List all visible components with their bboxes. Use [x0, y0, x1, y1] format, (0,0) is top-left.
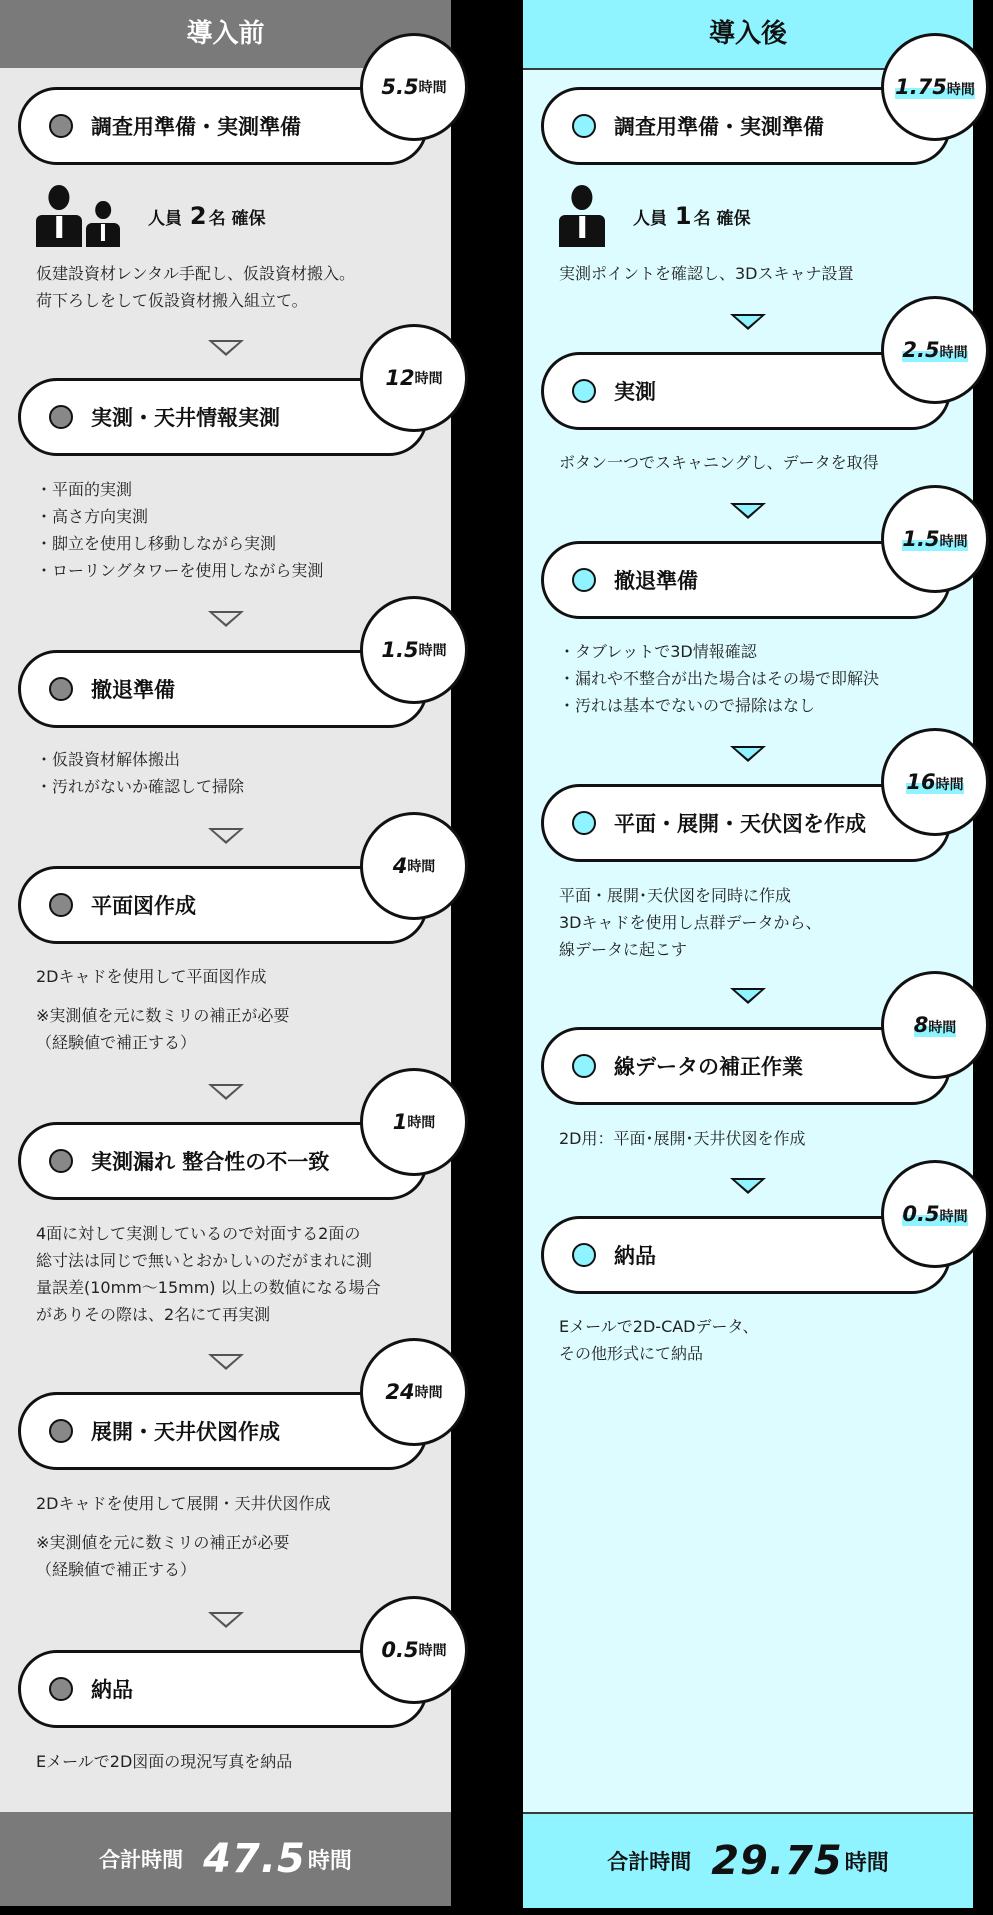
- time-bubble: 12 時間: [360, 324, 468, 432]
- step-description: ・仮設資材解体搬出 ・汚れがないか確認して掃除: [36, 750, 245, 796]
- step-label: 線データの補正作業: [614, 1055, 803, 1079]
- person-icon: [36, 185, 82, 247]
- step-dot-icon: [49, 405, 73, 429]
- step-dot-icon: [49, 1149, 73, 1173]
- step-dot-icon: [572, 1243, 596, 1267]
- step-label: 展開・天井伏図作成: [91, 1420, 280, 1444]
- step-dot-icon: [572, 379, 596, 403]
- staff-count: [36, 185, 266, 247]
- step-description: 実測ポイントを確認し、3Dスキャナ設置: [559, 264, 854, 283]
- after-header: 導入後: [523, 0, 973, 70]
- after-total: 合計時間 29.75 時間: [523, 1812, 973, 1908]
- step-label: 実測: [614, 380, 656, 404]
- time-bubble: 0.5 時間: [360, 1596, 468, 1704]
- time-bubble: 8時間: [881, 971, 989, 1079]
- before-column: [0, 0, 451, 1906]
- time-bubble: 4 時間: [360, 812, 468, 920]
- flow-arrow-icon: [730, 314, 766, 330]
- step-label: 納品: [91, 1678, 133, 1702]
- step-label: 平面図作成: [91, 894, 196, 918]
- step-label: 調査用準備・実測準備: [91, 115, 301, 139]
- step-description: Eメールで2D-CADデータ、 その他形式にて納品: [559, 1317, 759, 1363]
- step-description: 2Dキャドを使用して平面図作成 ※実測値を元に数ミリの補正が必要 （経験値で補正する）: [36, 967, 290, 1052]
- time-bubble: 24 時間: [360, 1338, 468, 1446]
- step-label: 納品: [614, 1244, 656, 1268]
- time-bubble: 2.5時間: [881, 296, 989, 404]
- flow-arrow-icon: [208, 1612, 244, 1628]
- step-dot-icon: [572, 568, 596, 592]
- step-dot-icon: [49, 114, 73, 138]
- before-header: 導入前: [0, 0, 451, 68]
- step-dot-icon: [49, 1677, 73, 1701]
- staff-count: [559, 185, 751, 247]
- step-description: 4面に対して実測しているので対面する2面の 総寸法は同じで無いとおかしいのだがまれに測 量誤差(10mm～15mm) 以上の数値になる場合 がありその際は、2名にて再実測: [36, 1224, 381, 1324]
- step-description: 2D用：平面･展開･天井伏図を作成: [559, 1129, 806, 1148]
- step-label: 平面・展開・天伏図を作成: [614, 812, 866, 836]
- step-dot-icon: [49, 677, 73, 701]
- step-dot-icon: [572, 1054, 596, 1078]
- flow-arrow-icon: [730, 746, 766, 762]
- flow-arrow-icon: [208, 828, 244, 844]
- before-total: 合計時間 47.5 時間: [0, 1812, 451, 1906]
- step-dot-icon: [49, 893, 73, 917]
- step-label: 撤退準備: [91, 678, 175, 702]
- step-description: 平面・展開･天伏図を同時に作成 3Dキャドを使用し点群データから、 線データに起こす: [559, 886, 822, 959]
- step-description: 仮建設資材レンタル手配し、仮設資材搬入。 荷下ろしをして仮設資材搬入組立て。: [36, 264, 355, 310]
- step-dot-icon: [572, 114, 596, 138]
- step-description: Eメールで2D図面の現況写真を納品: [36, 1752, 293, 1771]
- step-description: ボタン一つでスキャニングし、データを取得: [559, 453, 879, 472]
- step-label: 実測漏れ 整合性の不一致: [91, 1150, 330, 1174]
- flow-arrow-icon: [208, 1084, 244, 1100]
- step-label: 調査用準備・実測準備: [614, 115, 824, 139]
- time-bubble: 16時間: [881, 728, 989, 836]
- step-description: ・タブレットで3D情報確認 ・漏れや不整合が出た場合はその場で即解決 ・汚れは基本でないので掃除はなし: [559, 642, 880, 715]
- flow-arrow-icon: [730, 503, 766, 519]
- step-label: 実測・天井情報実測: [91, 406, 280, 430]
- after-column: [523, 0, 973, 1906]
- step-description: 2Dキャドを使用して展開・天井伏図作成 ※実測値を元に数ミリの補正が必要 （経験値で補正する）: [36, 1494, 331, 1579]
- time-bubble: 1.5 時間: [360, 596, 468, 704]
- staff-text: 人員 2 名 確保: [148, 202, 266, 230]
- time-bubble: 0.5時間: [881, 1160, 989, 1268]
- person-icon: [559, 185, 605, 247]
- person-icon: [86, 201, 120, 247]
- flow-arrow-icon: [208, 340, 244, 356]
- time-bubble: 1 時間: [360, 1068, 468, 1176]
- flow-arrow-icon: [730, 988, 766, 1004]
- time-bubble: 5.5 時間: [360, 33, 468, 141]
- flow-arrow-icon: [208, 1354, 244, 1370]
- step-description: ・平面的実測 ・高さ方向実測 ・脚立を使用し移動しながら実測 ・ローリングタワーを使用しながら実測: [36, 480, 324, 580]
- staff-text: 人員 1 名 確保: [633, 202, 751, 230]
- step-dot-icon: [49, 1419, 73, 1443]
- step-label: 撤退準備: [614, 569, 698, 593]
- flow-arrow-icon: [730, 1178, 766, 1194]
- time-bubble: 1.5時間: [881, 485, 989, 593]
- flow-arrow-icon: [208, 611, 244, 627]
- time-bubble: 1.75時間: [881, 33, 989, 141]
- step-dot-icon: [572, 811, 596, 835]
